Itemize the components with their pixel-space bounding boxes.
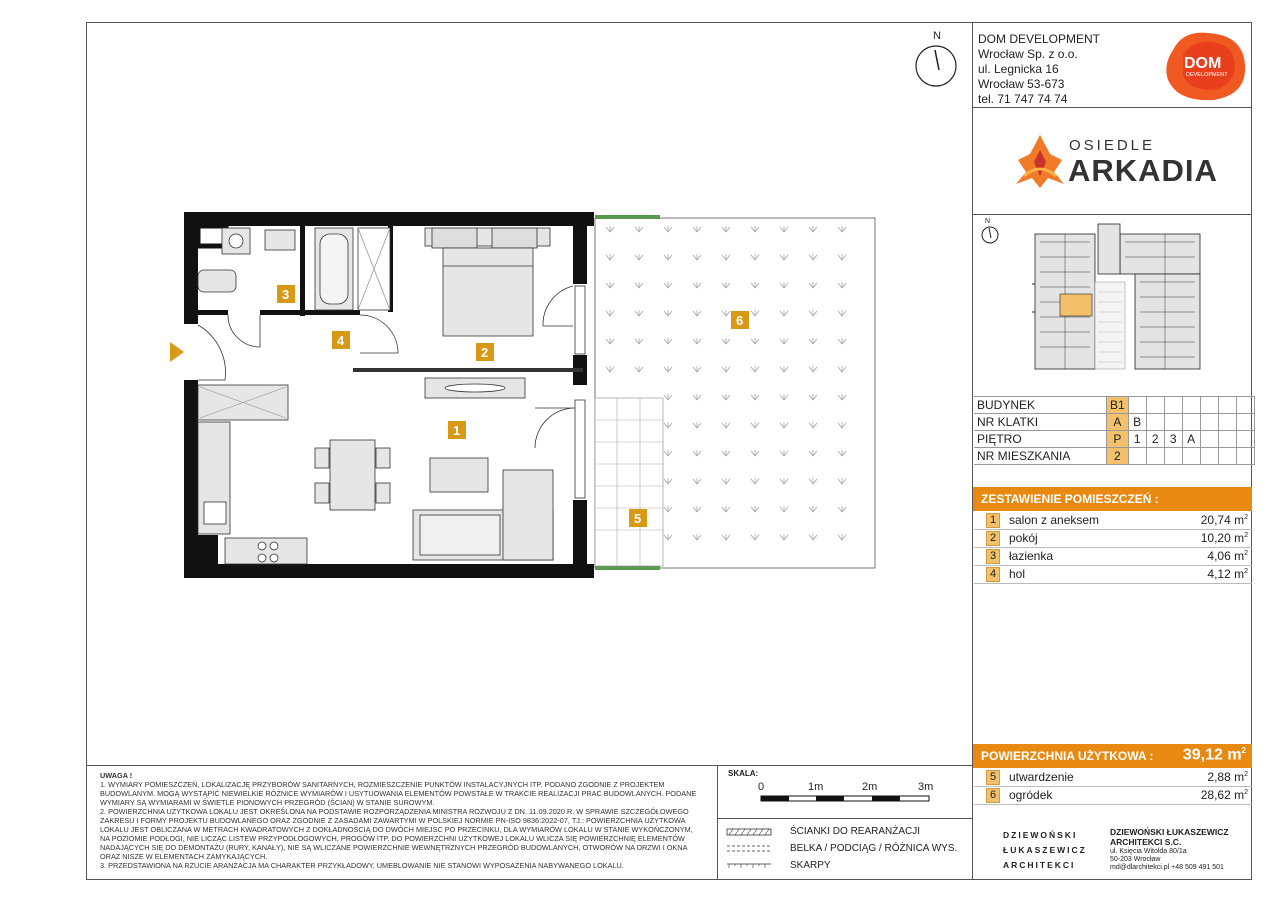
keyplan-compass-icon xyxy=(980,215,1002,247)
compass-n: N xyxy=(933,30,941,42)
svg-text:DEVELOPMENT: DEVELOPMENT xyxy=(1186,72,1228,78)
usable-area-label: POWIERZCHNIA UŻYTKOWA : xyxy=(981,749,1154,763)
divider xyxy=(717,818,972,819)
divider xyxy=(717,765,718,880)
project-name-big: ARKADIA xyxy=(1068,153,1218,188)
room-row: 2 pokój 10,20 $m^2$ xyxy=(974,529,1252,548)
usable-area-bar xyxy=(973,744,1252,768)
notes-block xyxy=(100,771,700,870)
building-key-plan xyxy=(1030,222,1220,372)
notes-title: UWAGA ! xyxy=(100,771,133,780)
room-row: 6 ogródek 28,62 $m^2$ xyxy=(974,786,1252,805)
architect-logo: DZIEWOŃSKI ŁUKASZEWICZ ARCHITEKCI xyxy=(1003,830,1087,870)
svg-text:N: N xyxy=(985,218,991,225)
info-row-staircase: NR KLATKI A B xyxy=(974,414,1254,431)
legend-rearrange: ŚCIANKI DO REARANŻACJI xyxy=(790,826,921,837)
project-name-small: OSIEDLE xyxy=(1069,137,1156,154)
entrance-arrow-icon xyxy=(170,342,184,362)
info-row-apartment: NR MIESZKANIA 2 xyxy=(974,448,1254,465)
arkadia-logo-icon xyxy=(1010,132,1070,190)
info-row-building: BUDYNEK B1 xyxy=(974,397,1254,414)
legend-symbols xyxy=(725,826,775,872)
note-2: 2. POWIERZCHNIA UŻYTKOWA LOKALU JEST OKREŚLONA NA PODSTAWIE ROZPORZĄDZENIA MINISTRA ROZWOJU Z DN. 11.09.2020 R. W SPRAWIE SZCZEGÓŁOWEGO ZAKRESU I FORMY PROJEKTU BUDOWLANEGO ORAZ ZGODNIE Z ZASADAMI ZAWARTYMI W POLSKIEJ NORMIE PN-ISO 9836:2022-07, TJ.: POWIERZCHNIA UŻYTKOWA LOKALU JEST OBLICZANA W METRACH KWADRATOWYCH Z DOKŁADNOŚCIĄ DO DWÓCH MIEJSC PO PRZECINKU, DLA WYMIARÓW LOKALU W STANIE WYKOŃCZONYM, NA POZIOMIE PODŁOGI, NIE LICZĄC LISTEW PRZYPODŁOGOWYCH, PROGÓW ITP. DO POWIERZCHNI UŻYTKOWEJ LOKALU WLICZA SIĘ POWIERZCHNIĘ ELEMENTÓW NADAJĄCYCH SIĘ DO DEMONTAŻU (RURY, KANAŁY), NIE SĄ WLICZANE POWIERZCHNIE WEWNĘTRZNYCH PRZEGRÓD BUDOWLANYCH, OTWORÓW NA DRZWI I OKNA ORAZ NISZE W ELEMENTACH ZAMYKAJĄCYCH. xyxy=(100,807,693,861)
room-row: 3 łazienka 4,06 $m^2$ xyxy=(974,547,1252,566)
scale-tick-0: 0 xyxy=(758,781,765,793)
room-marker-1: 1 xyxy=(453,423,461,438)
divider xyxy=(86,765,972,766)
scale-title: SKALA: xyxy=(728,769,759,778)
scale-tick-2: 2m xyxy=(862,781,878,793)
dom-development-logo xyxy=(1163,30,1247,102)
compass-icon xyxy=(912,28,958,92)
divider xyxy=(972,107,1252,108)
rooms-header: ZESTAWIENIE POMIESZCZEŃ : xyxy=(973,487,1252,511)
scale-bar xyxy=(760,795,935,803)
company-name: DOM DEVELOPMENT xyxy=(978,32,1101,46)
scale-tick-1: 1m xyxy=(808,781,824,793)
room-marker-3: 3 xyxy=(282,287,290,302)
company-street: ul. Legnicka 16 xyxy=(978,62,1059,76)
scale-tick-3: 3m xyxy=(918,781,934,793)
floor-plan xyxy=(170,200,880,585)
info-row-floor: PIĘTRO P 1 2 3 A xyxy=(974,431,1254,448)
svg-text:DOM: DOM xyxy=(1184,55,1222,72)
company-city: Wrocław 53-673 xyxy=(978,77,1065,91)
architect-info: DZIEWOŃSKI ŁUKASZEWICZ ARCHITEKCI S.C. ul. Księcia Witolda 80/1a 50-203 Wrocław md@dlarchitekci.pl +48 509 491 501 xyxy=(1110,827,1229,871)
apartment-info-table xyxy=(974,396,1255,465)
company-phone: tel. 71 747 74 74 xyxy=(978,92,1068,106)
usable-area-value: 39,12 $m^2$ xyxy=(1182,746,1246,764)
room-marker-4: 4 xyxy=(337,333,345,348)
legend-slopes: SKARPY xyxy=(790,860,831,871)
company-entity: Wrocław Sp. z o.o. xyxy=(978,47,1078,61)
furniture xyxy=(198,228,553,564)
note-1: 1. WYMIARY POMIESZCZEŃ, LOKALIZACJĘ PRZYBORÓW SANITARNYCH, ROZMIESZCZENIE PUNKTÓW INSTALACYJNYCH ITP. PODANO ZGODNIE Z PROJEKTEM BUDOWLANYM. MOGĄ WYSTĄPIĆ NIEWIELKIE RÓŻNICE WYMIARÓW I USYTUOWANIA ELEMENTÓW POWSTAŁE W TRAKCIE REALIZACJI PRAC BUDOWLANYCH. PODANE WYMIARY SĄ WYMIARAMI W ŚWIETLE PIONOWYCH PRZEGRÓD (ŚCIAN) W STANIE SUROWYM. xyxy=(100,780,697,807)
room-marker-6: 6 xyxy=(736,313,744,328)
divider xyxy=(972,214,1252,215)
room-marker-5: 5 xyxy=(634,511,642,526)
note-3: 3. PRZEDSTAWIONA NA RZUCIE ARANŻACJA MA CHARAKTER PRZYKŁADOWY, UMEBLOWANIE NIE STANOWI WYPOSAŻENIA NABYWANEGO LOKALU. xyxy=(100,861,624,870)
company-info xyxy=(978,32,1100,107)
room-row: 1 salon z aneksem 20,74 $m^2$ xyxy=(974,511,1252,530)
legend-beam: BELKA / PODCIĄG / RÓŻNICA WYS. xyxy=(790,843,958,854)
room-row: 5 utwardzenie 2,88 $m^2$ xyxy=(974,768,1252,787)
room-row: 4 hol 4,12 $m^2$ xyxy=(974,565,1252,584)
room-marker-2: 2 xyxy=(481,345,489,360)
